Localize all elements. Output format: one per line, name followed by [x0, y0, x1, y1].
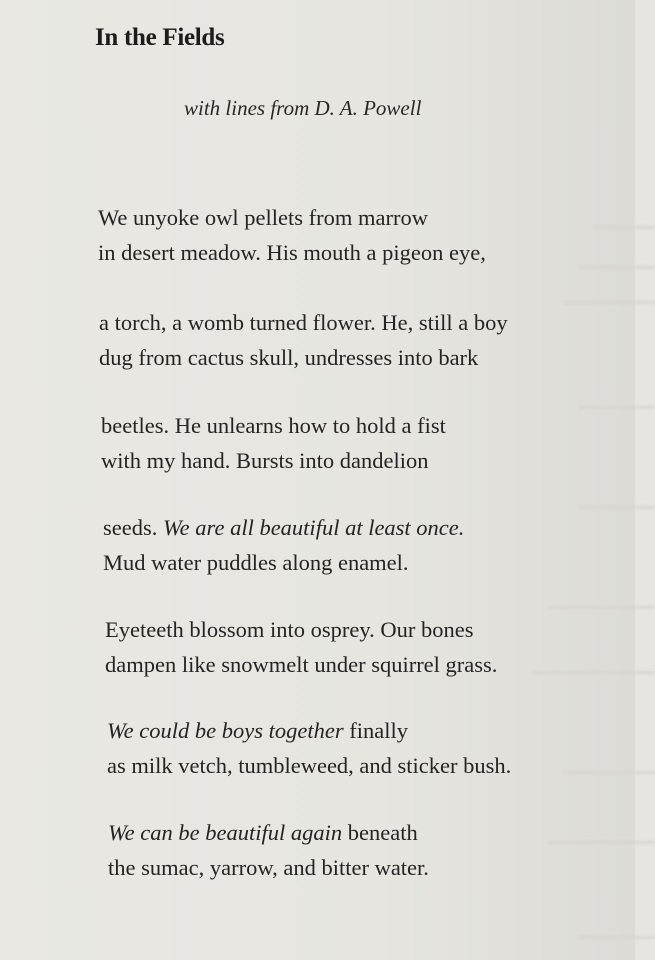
bleed-through-text: ▁▁▁▁▁ [578, 387, 655, 409]
poem-line: as milk vetch, tumbleweed, and sticker bush. [107, 753, 512, 778]
bleed-through-text: ▁▁▁▁▁▁▁▁ [531, 652, 655, 674]
bleed-through-text: ▁▁▁▁▁▁▁ [547, 587, 655, 609]
stanza-6 [107, 713, 511, 783]
poem-line [107, 713, 511, 748]
bleed-through-text: ▁▁▁▁▁▁▁ [547, 822, 655, 844]
poem-line: Eyeteeth blossom into osprey. Our bones [105, 617, 474, 642]
line-text: beneath [342, 820, 418, 845]
stanza-4 [103, 510, 464, 580]
line-text: seeds. [103, 515, 163, 540]
poem-line: Mud water puddles along enamel. [103, 550, 409, 575]
line-text: finally [343, 718, 408, 743]
bleed-through-text: ▁▁▁▁▁ [578, 917, 655, 939]
bleed-through-text: ▁▁▁▁ [593, 207, 655, 229]
poem-line: dug from cactus skull, undresses into bark [99, 345, 479, 370]
poem-line: in desert meadow. His mouth a pigeon eye, [98, 240, 486, 265]
stanza-3 [101, 408, 446, 478]
bleed-through-text: ▁▁▁▁▁▁ [562, 752, 655, 774]
stanza-2 [99, 305, 508, 375]
poem-epigraph: with lines from D. A. Powell [184, 96, 422, 120]
poem-line: beetles. He unlearns how to hold a fist [101, 413, 446, 438]
bleed-through-text: ▁▁▁▁▁ [578, 247, 655, 269]
italic-quote: We could be boys together [107, 718, 344, 743]
poem-line: We unyoke owl pellets from marrow [98, 205, 428, 230]
poem-title: In the Fields [95, 24, 225, 51]
poem-line: a torch, a womb turned flower. He, still a boy [99, 310, 508, 335]
stanza-5 [105, 612, 497, 682]
stanza-7 [108, 815, 429, 885]
poem-line [108, 815, 429, 850]
poem-line: with my hand. Bursts into dandelion [101, 448, 429, 473]
italic-quote: We can be beautiful again [108, 820, 343, 845]
italic-quote: We are all beautiful at least once. [163, 515, 465, 540]
bleed-through-text: ▁▁▁▁▁▁ [562, 282, 655, 304]
stanza-1 [98, 200, 486, 270]
poem-line: dampen like snowmelt under squirrel grass. [105, 652, 498, 677]
bleed-through-text: ▁▁▁▁▁ [578, 487, 655, 509]
poem-line [103, 510, 464, 545]
poem-line: the sumac, yarrow, and bitter water. [108, 855, 429, 880]
